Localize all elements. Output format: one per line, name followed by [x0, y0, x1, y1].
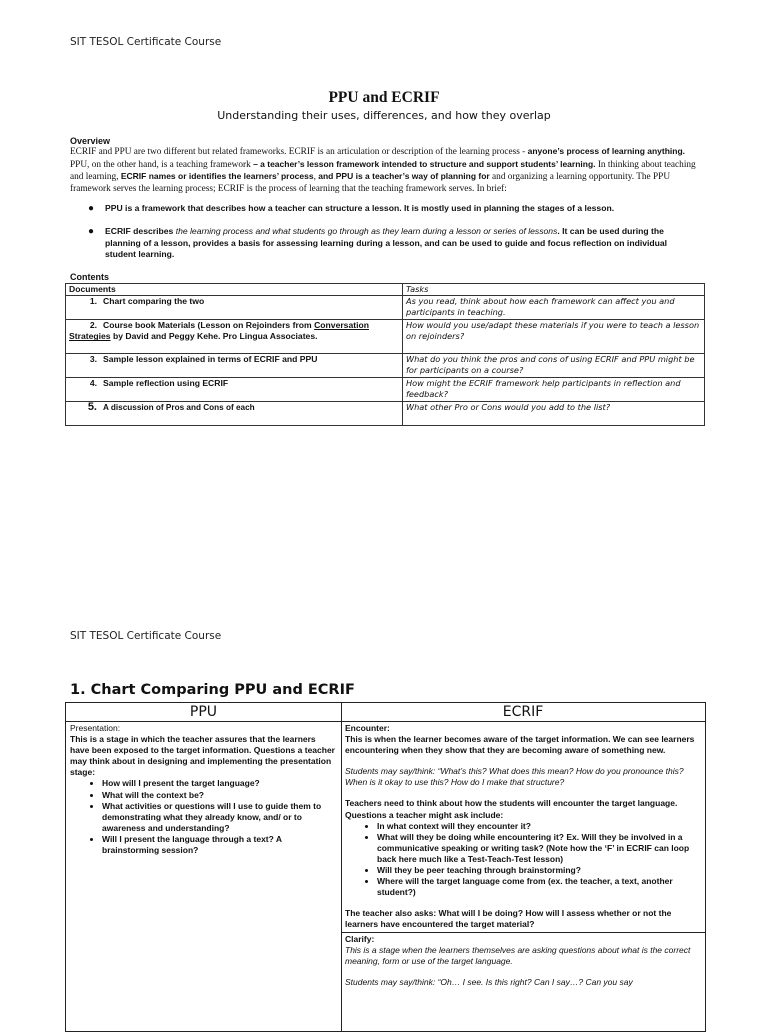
overview-heading: Overview	[70, 136, 111, 146]
bullet-dot-icon: ●	[88, 226, 95, 237]
doc-cell: 4. Sample reflection using ECRIF	[66, 378, 403, 402]
ecrif-header: ECRIF	[341, 703, 705, 722]
ppu-header: PPU	[66, 703, 341, 722]
task-cell: What other Pro or Cons would you add to the list?	[403, 402, 705, 426]
table-row	[66, 378, 705, 402]
list-item: • In what context will they encounter it?	[377, 821, 701, 832]
contents-heading: Contents	[70, 272, 109, 282]
overview-paragraph: ECRIF and PPU are two different but related frameworks. ECRIF is an articulation or description of the learning process - anyone’s process of learning anything. PPU, on the other hand, is a teaching framework – a teacher’s lesson framework intended to structure and support students’ learning. In thinking about teaching and learning, ECRIF names or identifies the learners’ process, and PPU is a teacher’s way of planning for and organizing a learning opportunity. The PPU framework serves the learning process; ECRIF is the process of learning that the teaching framework serves. In brief:	[70, 146, 696, 194]
contents-table	[65, 283, 705, 426]
running-head-page-2: SIT TESOL Certificate Course	[70, 630, 222, 642]
document-subtitle: Understanding their uses, differences, and how they overlap	[217, 109, 551, 122]
table-row	[66, 296, 705, 320]
ppu-column	[66, 703, 342, 1031]
bullet-ppu: ● PPU is a framework that describes how a teacher can structure a lesson. It is mostly used in planning the stages of a lesson.	[88, 203, 615, 214]
running-head: SIT TESOL Certificate Course	[70, 36, 222, 48]
bullet-ecrif: ● ECRIF describes the learning process and what students go through as they learn during a lesson or series of lessons. It can be used during the planning of a lesson, provides a basis for assessing learning during a lesson, and can be used to guide and focus reflection on individual student learning.	[88, 226, 668, 259]
doc-cell: 3. Sample lesson explained in terms of ECRIF and PPU	[66, 354, 403, 378]
list-item: • What will they be doing while encountering it? Ex. Will they be involved in a communicative speaking or writing task? (Note how the ‘F’ in ECRIF can loop back here much like a Test-Teach-Test lesson)	[377, 832, 701, 865]
table-row	[66, 320, 705, 354]
doc-cell: 5. A discussion of Pros and Cons of each	[66, 402, 403, 426]
column-header-documents: Documents	[66, 284, 403, 296]
list-item: • What activities or questions will I use to guide them to demonstrating what they already know, and/ or to awareness and understanding?	[102, 801, 337, 834]
bullet-dot-icon: ●	[88, 203, 95, 214]
book-title-link: Conversation Strategies	[69, 320, 369, 342]
doc-cell: 1. Chart comparing the two	[66, 296, 403, 320]
table-row	[66, 402, 705, 426]
encounter-cell: Encounter: This is when the learner becomes aware of the target information. We can see learners encountering when they show that they are becoming aware of something new. Students may say/think: “What’s this? What does this mean? How do you pronounce this? When is it okay to use this? How do I make that structure? Teachers need to think about how the students will encounter the target language. Questions a teacher might ask include: • In what context will they encounter it? • What will they be doing while encountering it? Ex. Will they be involved in a communicative speaking or writing task? (Note how the ‘F’ in ECRIF can loop back here much like a Test-Teach-Test lesson) • Will they be peer teaching through brainstorming? • Where will the target language come from (ex. the teacher, a text, another student?) The teacher also asks: What will I be doing? How will I assess whether or not the learners have encountered the target material?	[341, 722, 705, 932]
table-row	[66, 354, 705, 378]
task-cell: As you read, think about how each framework can affect you and participants in teaching.	[403, 296, 705, 320]
clarify-cell: Clarify: This is a stage when the learners themselves are asking questions about what is the correct meaning, form or use of the target language. Students may say/think: “Oh… I see. Is this right? Can I say…? Can you say	[345, 933, 691, 987]
list-item: • Will they be peer teaching through brainstorming?	[377, 865, 701, 876]
list-item: • What will the context be?	[102, 790, 337, 801]
table-row	[66, 284, 705, 296]
doc-cell: 2. Course book Materials (Lesson on Rejoinders from Conversation Strategies by David and Peggy Kehe. Pro Lingua Associates.	[66, 320, 403, 354]
list-item: • Where will the target language come from (ex. the teacher, a text, another student?)	[377, 876, 701, 898]
list-item: • How will I present the target language?	[102, 778, 337, 789]
task-cell: How might the ECRIF framework help participants in reflection and feedback?	[403, 378, 705, 402]
document-title: PPU and ECRIF	[328, 89, 440, 106]
column-header-tasks: Tasks	[403, 284, 705, 296]
task-cell: What do you think the pros and cons of using ECRIF and PPU might be for participants on a course?	[403, 354, 705, 378]
section-heading: 1. Chart Comparing PPU and ECRIF	[70, 682, 355, 698]
presentation-cell: Presentation: This is a stage in which the teacher assures that the learners have been exposed to the target information. Questions a teacher may think about in designing and implementing the presentation stage: • How will I present the target language? • What will the context be? • What activities or questions will I use to guide them to demonstrating what they already know, and/ or to awareness and understanding? • Will I present the language through a text? A brainstorming session?	[66, 722, 341, 857]
task-cell: How would you use/adapt these materials if you were to teach a lesson on rejoinders?	[403, 320, 705, 354]
list-item: • Will I present the language through a text? A brainstorming session?	[102, 834, 337, 856]
ecrif-column	[341, 703, 705, 1031]
comparison-chart	[65, 702, 706, 1032]
